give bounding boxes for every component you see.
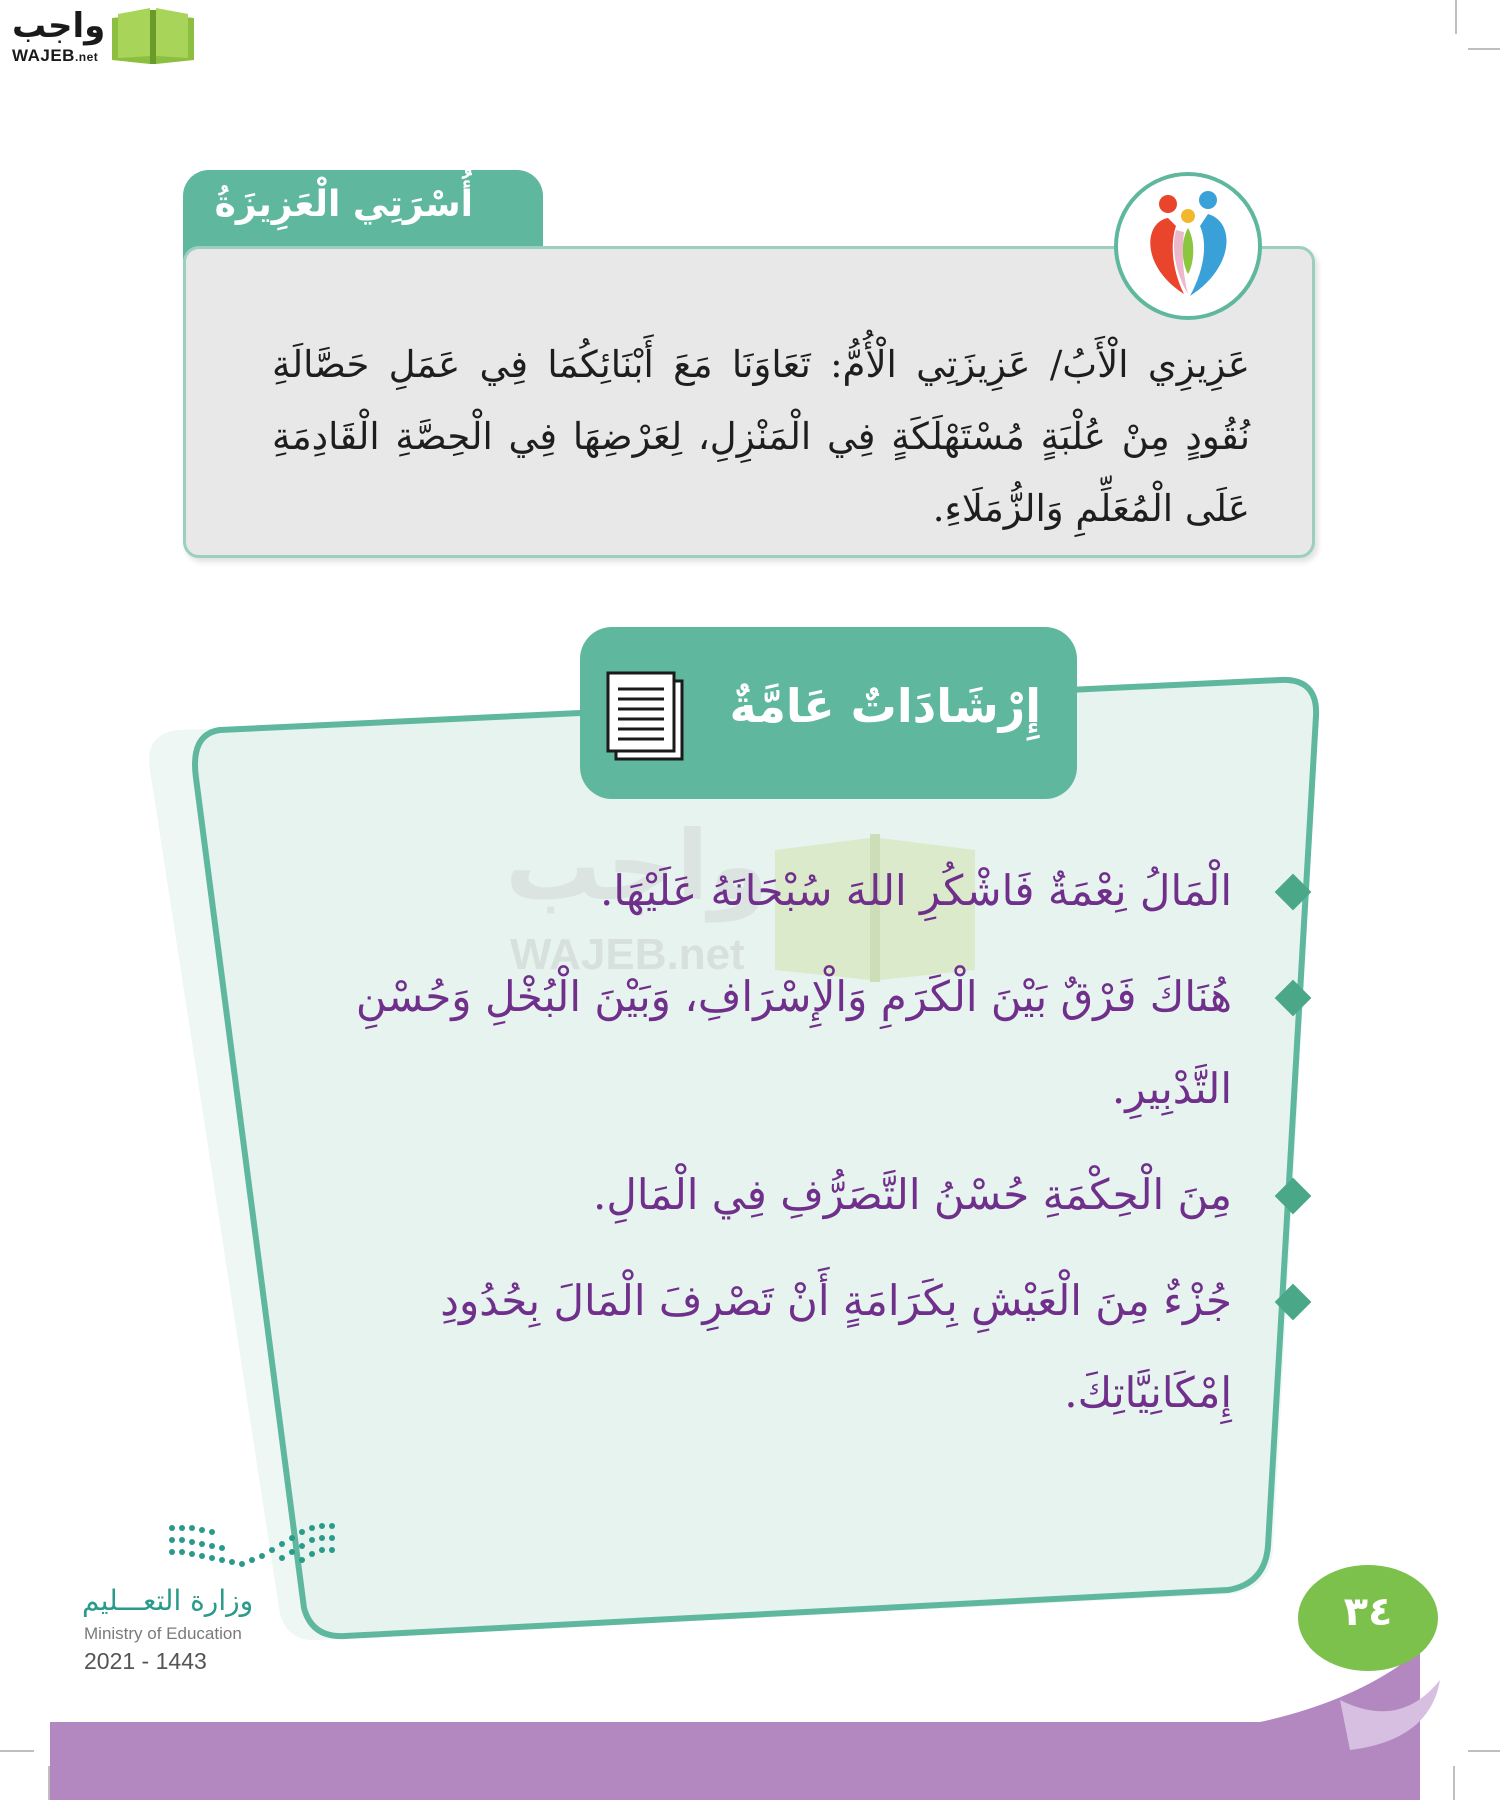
family-section-title: أُسْرَتِي الْعَزِيزَةُ bbox=[214, 184, 473, 225]
list-item: جُزْءٌ مِنَ الْعَيْشِ بِكَرَامَةٍ أَنْ تَصْرِفَ الْمَالَ بِحُدُودِ إِمْكَانِيَّاتِكَ. bbox=[330, 1255, 1232, 1439]
logo-arabic: واجب bbox=[12, 6, 106, 46]
page-number: ٣٤ bbox=[1343, 1589, 1393, 1635]
list-item: الْمَالُ نِعْمَةٌ فَاشْكُرِ اللهَ سُبْحَانَهُ عَلَيْهَا. bbox=[330, 845, 1232, 937]
family-icon bbox=[1112, 170, 1264, 322]
watermark-latin: WAJEB.net bbox=[510, 930, 745, 979]
logo-latin: WAJEB.net bbox=[12, 46, 99, 65]
footer-band bbox=[0, 1640, 1500, 1800]
ministry-english: Ministry of Education bbox=[84, 1624, 242, 1643]
crop-mark bbox=[1455, 0, 1457, 34]
page-number-bubble bbox=[1298, 1565, 1438, 1671]
guidelines-list bbox=[330, 845, 1232, 1439]
ministry-arabic: وزارة التعـــليم bbox=[82, 1584, 254, 1617]
wajeb-logo[interactable] bbox=[8, 6, 198, 68]
ministry-dots-icon bbox=[166, 1520, 346, 1580]
ministry-year: 2021 - 1443 bbox=[84, 1648, 207, 1674]
book-icon bbox=[108, 6, 198, 66]
guidelines-tab bbox=[580, 627, 1077, 799]
family-section-body: عَزِيزِي الْأَبُ/ عَزِيزَتِي الْأُمُّ: تَعَاوَنَا مَعَ أَبْنَائِكُمَا فِي عَمَلِ حَصَّالَةِ نُقُودٍ مِنْ عُلْبَةٍ مُسْتَهْلَكَةٍ فِي الْمَنْزِلِ، لِعَرْضِهَا فِي الْحِصَّةِ الْقَادِمَةِ عَلَى الْمُعَلِّمِ وَالزُّمَلَاءِ. bbox=[272, 343, 1250, 530]
crop-mark bbox=[1468, 48, 1500, 50]
watermark-arabic: واجب bbox=[505, 810, 769, 922]
list-item: مِنَ الْحِكْمَةِ حُسْنُ التَّصَرُّفِ فِي الْمَالِ. bbox=[330, 1149, 1232, 1241]
list-item: هُنَاكَ فَرْقٌ بَيْنَ الْكَرَمِ وَالْإِسْرَافِ، وَبَيْنَ الْبُخْلِ وَحُسْنِ التَّدْبِيرِ. bbox=[330, 951, 1232, 1135]
guidelines-title: إِرْشَادَاتٌ عَامَّةٌ bbox=[729, 679, 1041, 733]
notes-icon bbox=[602, 667, 692, 763]
